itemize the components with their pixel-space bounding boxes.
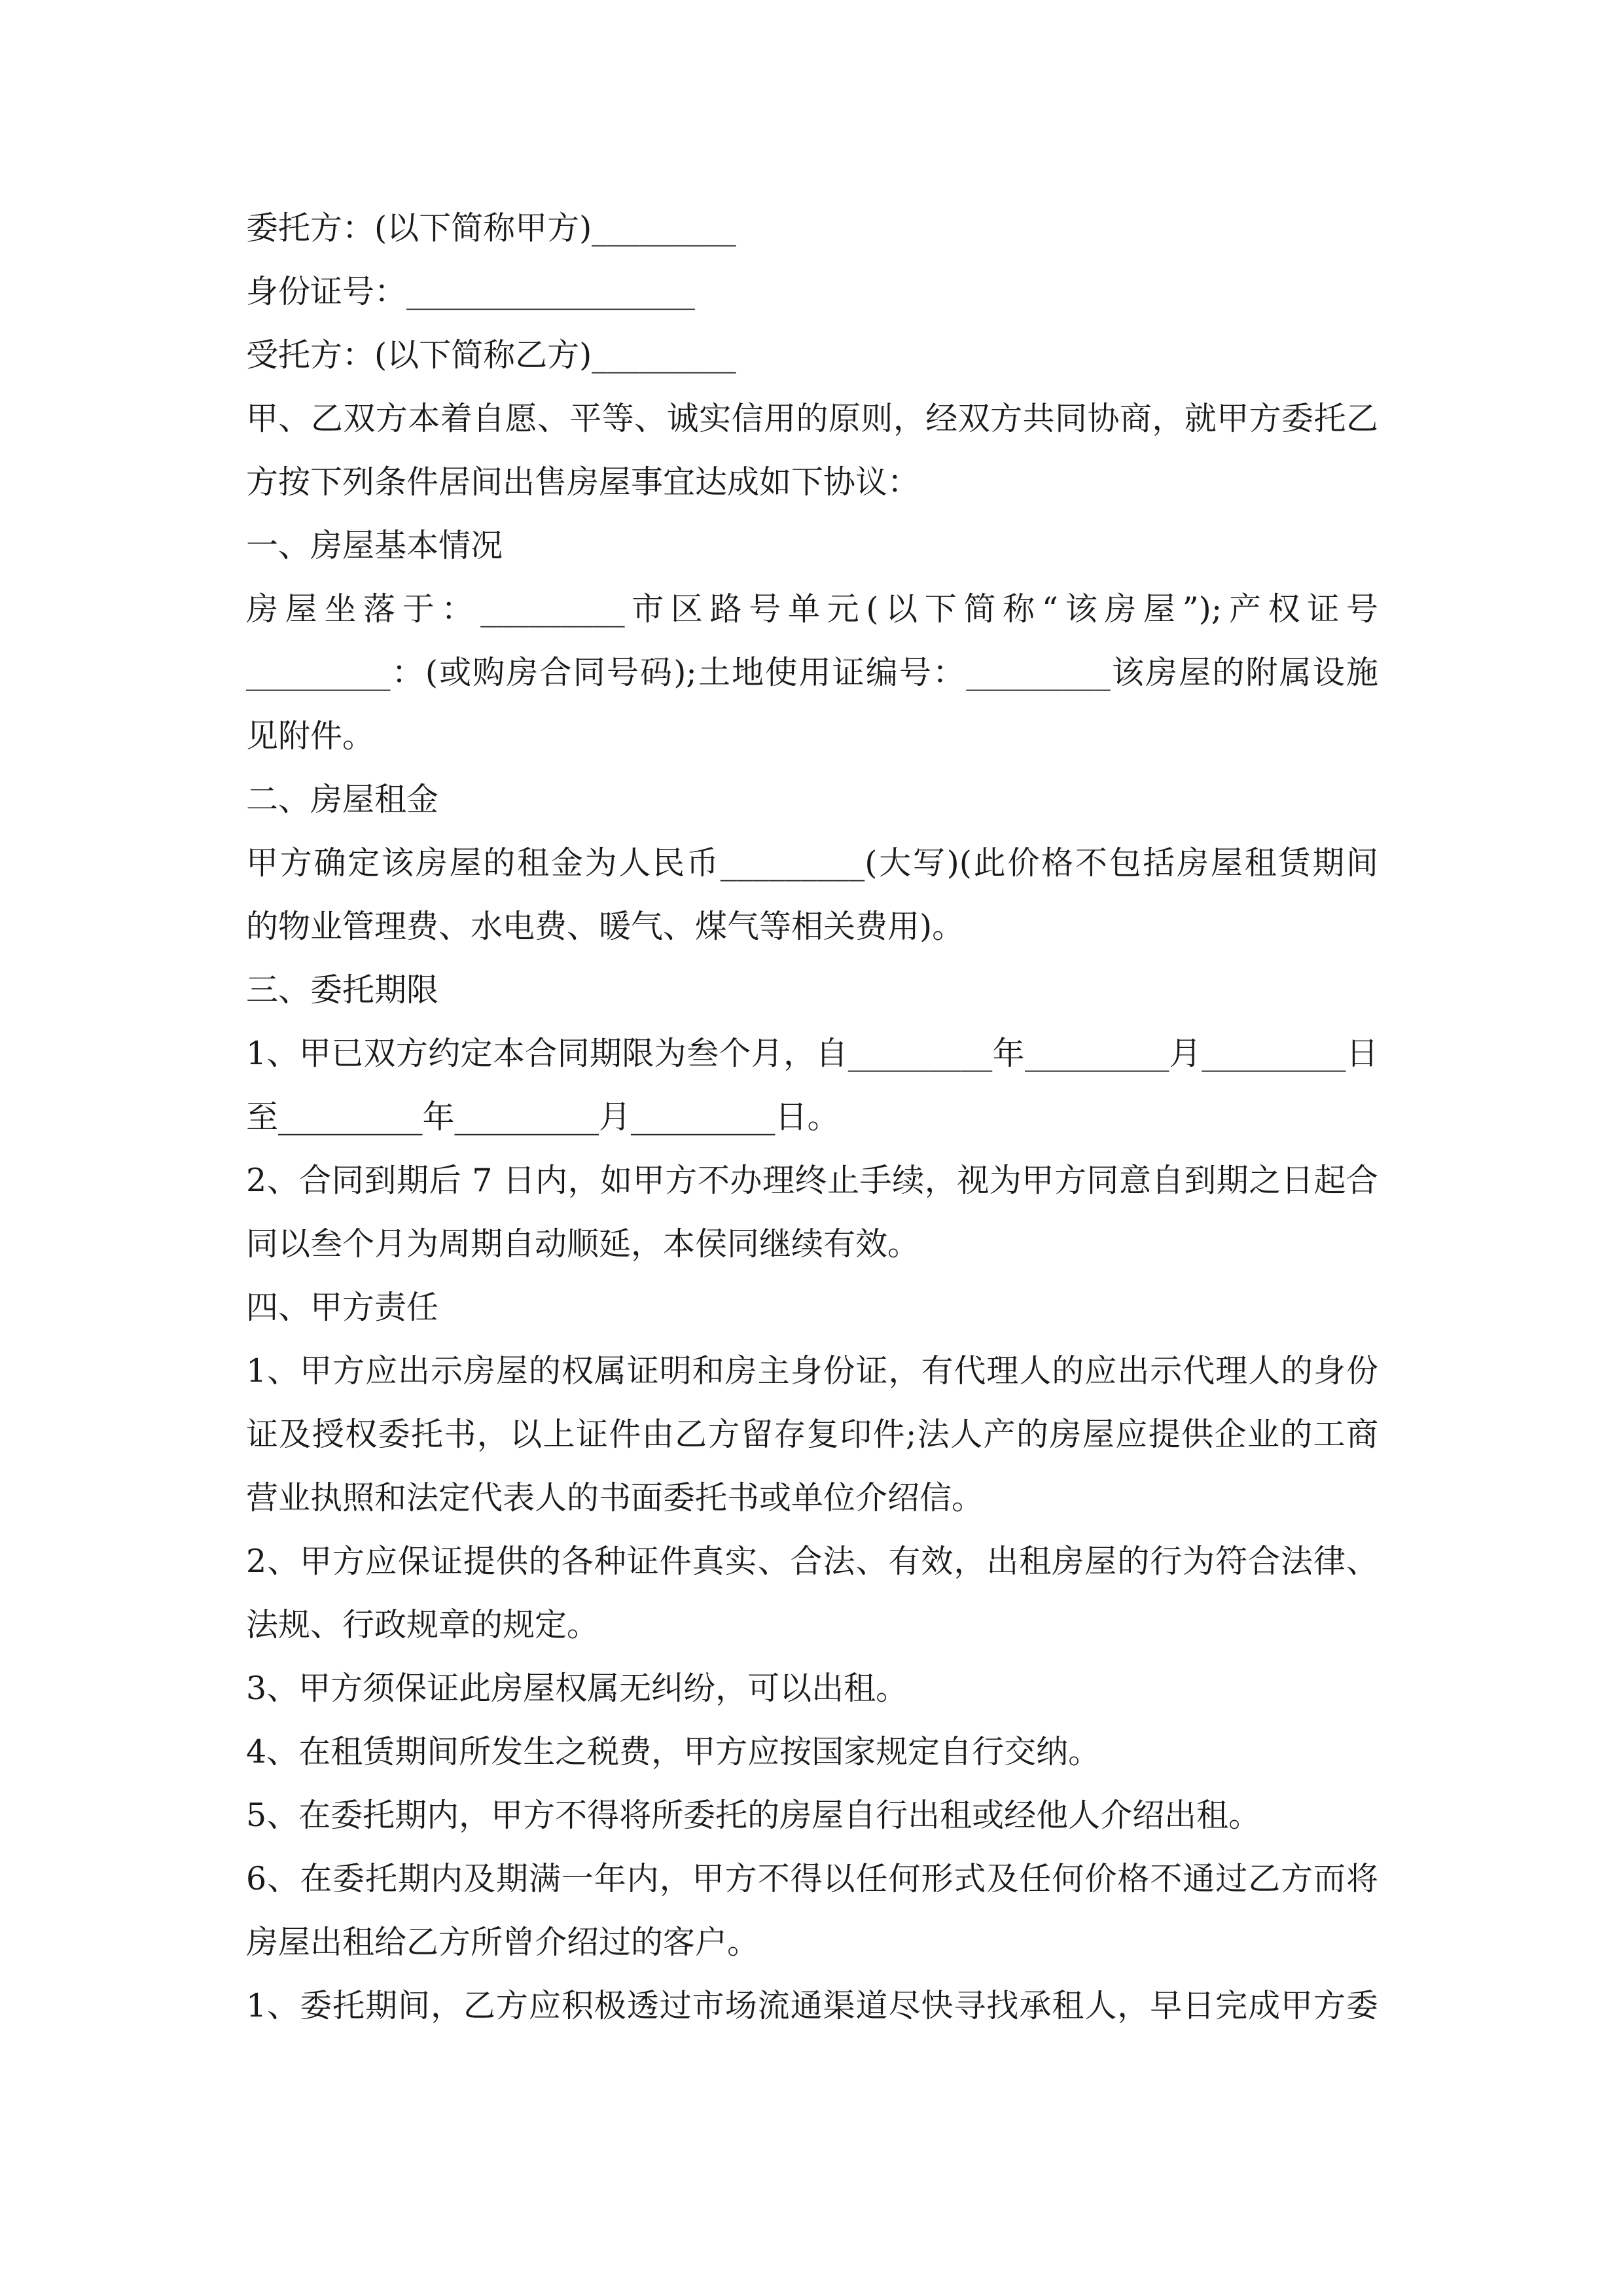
text-line: 房屋坐落于：_________市区路号单元(以下简称“该房屋”);产权证号 (246, 590, 1378, 628)
text-line: 甲、乙双方本着自愿、平等、诚实信用的原则，经双方共同协商，就甲方委托乙 (246, 400, 1378, 437)
text-line: 甲方确定该房屋的租金为人民币_________(大写)(此价格不包括房屋租赁期间 (246, 844, 1378, 882)
text-line: 1、委托期间，乙方应积极透过市场流通渠道尽快寻找承租人，早日完成甲方委 (246, 1987, 1378, 2024)
text-line: 同以叁个月为周期自动顺延，本侯同继续有效。 (246, 1225, 920, 1263)
text-line: 5、在委托期内，甲方不得将所委托的房屋自行出租或经他人介绍出租。 (246, 1797, 1261, 1834)
text-line: 营业执照和法定代表人的书面委托书或单位介绍信。 (246, 1479, 984, 1516)
text-line: 一、房屋基本情况 (246, 527, 503, 564)
text-line: 的物业管理费、水电费、暖气、煤气等相关费用)。 (246, 908, 965, 945)
text-line: 1、甲方应出示房屋的权属证明和房主身份证，有代理人的应出示代理人的身份 (246, 1352, 1378, 1390)
text-line: 法规、行政规章的规定。 (246, 1606, 599, 1643)
text-line: 6、在委托期内及期满一年内，甲方不得以任何形式及任何价格不通过乙方而将 (246, 1860, 1378, 1897)
text-line: 委托方：(以下简称甲方)_________ (246, 209, 736, 247)
text-line: 见附件。 (246, 717, 375, 755)
text-line: 三、委托期限 (246, 971, 439, 1009)
text-line: _________：(或购房合同号码);土地使用证编号：_________该房屋的附属设施 (246, 654, 1378, 691)
text-line: 2、甲方应保证提供的各种证件真实、合法、有效，出租房屋的行为符合法律、 (246, 1543, 1378, 1580)
text-line: 至_________年_________月_________日。 (246, 1098, 840, 1136)
text-line: 证及授权委托书，以上证件由乙方留存复印件;法人产的房屋应提供企业的工商 (246, 1416, 1378, 1453)
text-line: 3、甲方须保证此房屋权属无纠纷，可以出租。 (246, 1670, 908, 1707)
text-line: 房屋出租给乙方所曾介绍过的客户。 (246, 1924, 760, 1961)
text-line: 4、在租赁期间所发生之税费，甲方应按国家规定自行交纳。 (246, 1733, 1101, 1770)
text-line: 身份证号：__________________ (246, 273, 696, 310)
text-line: 二、房屋租金 (246, 781, 439, 818)
text-line: 方按下列条件居间出售房屋事宜达成如下协议： (246, 463, 920, 501)
text-line: 受托方：(以下简称乙方)_________ (246, 336, 736, 374)
text-line: 2、合同到期后 7 日内，如甲方不办理终止手续，视为甲方同意自到期之日起合 (246, 1162, 1378, 1199)
text-line: 1、甲已双方约定本合同期限为叁个月，自_________年_________月_________日 (246, 1035, 1378, 1072)
text-line: 四、甲方责任 (246, 1289, 439, 1326)
document-page (246, 196, 1378, 2037)
